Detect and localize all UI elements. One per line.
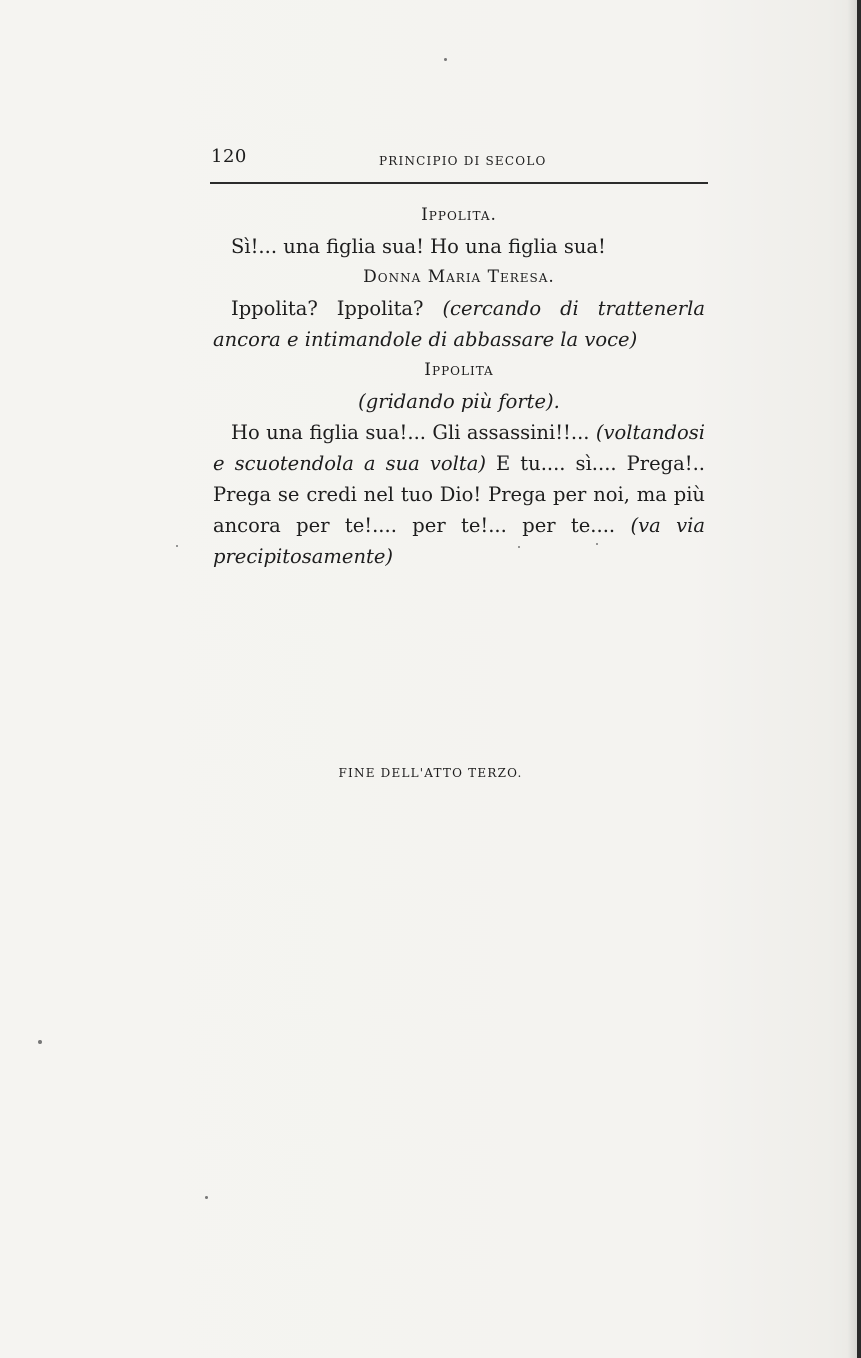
paper-speck bbox=[38, 1040, 42, 1044]
stage-direction: (cercando di trattenerla ancora e intimandole di abbassare la voce) bbox=[213, 297, 705, 351]
dialogue-line: Sì!... una figlia sua! Ho una figlia sua! bbox=[231, 235, 606, 258]
speaker-name: Donna Maria Teresa. bbox=[363, 267, 555, 287]
paper-speck bbox=[205, 1196, 208, 1199]
act-end-note: FINE DELL'ATTO TERZO. bbox=[338, 766, 523, 780]
dialogue-line bbox=[213, 417, 705, 572]
page-edge-shadow bbox=[847, 0, 857, 1358]
paper-speck bbox=[596, 543, 598, 545]
running-title: PRINCIPIO DI SECOLO bbox=[379, 154, 547, 168]
page-header bbox=[211, 146, 708, 176]
speaker-name: Ippolita bbox=[424, 360, 494, 380]
paper-speck bbox=[176, 545, 178, 547]
page-edge bbox=[857, 0, 861, 1358]
dialogue-text: E tu.... sì.... Prega!.. Prega se credi nel tuo Dio! Prega per noi, ma più ancora per te!.... per te!... per te.... bbox=[213, 452, 705, 537]
speaker-name: Ippolita. bbox=[421, 205, 497, 225]
stage-direction: (va via precipitosamente) bbox=[213, 514, 706, 568]
dialogue-line bbox=[213, 293, 705, 355]
stage-direction: (voltandosi e scuotendola a sua volta) bbox=[213, 421, 705, 475]
dialogue-text: Ippolita? Ippolita? bbox=[231, 297, 443, 320]
page-number: 120 bbox=[211, 146, 247, 167]
paper-speck bbox=[518, 546, 520, 548]
paper-speck bbox=[444, 58, 447, 61]
play-text bbox=[213, 200, 705, 572]
header-rule bbox=[210, 182, 708, 184]
dialogue-text: Ho una figlia sua!... Gli assassini!!... bbox=[231, 421, 596, 444]
stage-direction: (gridando più forte). bbox=[358, 390, 560, 413]
